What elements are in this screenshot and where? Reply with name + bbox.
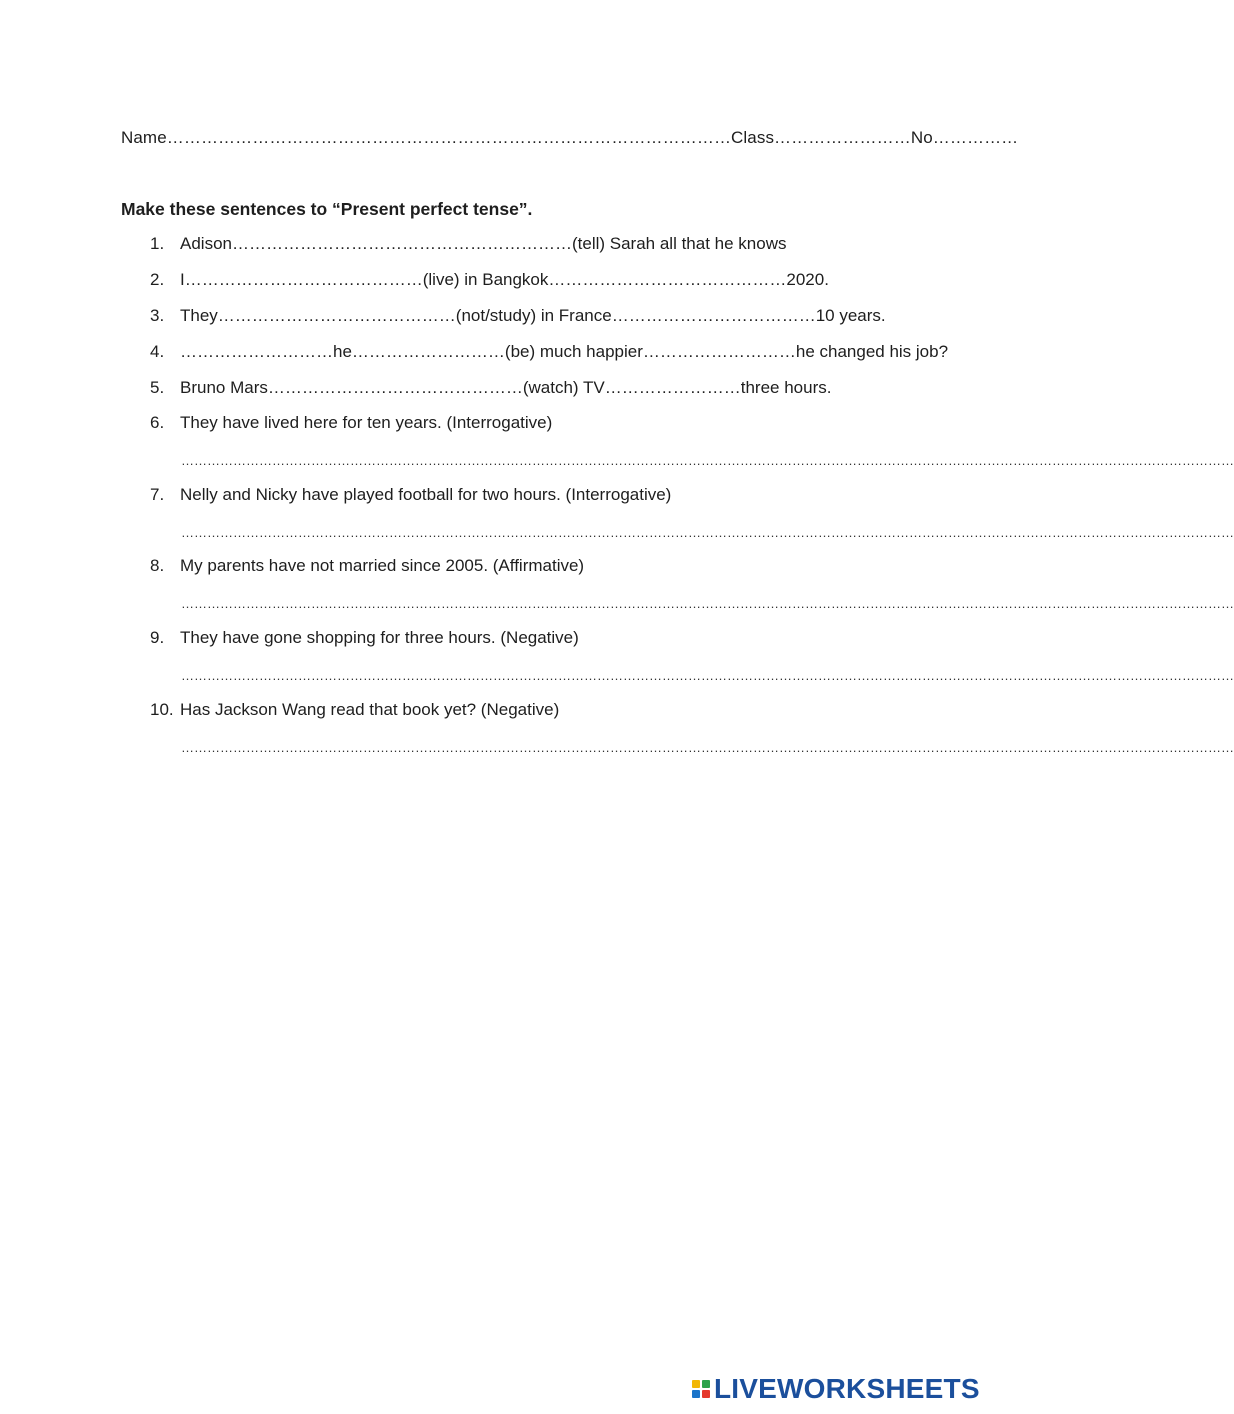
question-text: I……………………………………(live) in Bangkok……………………………………2020. [180,270,829,289]
answer-line-6[interactable]: ……………………………………………………………………………………………………………………………………………………………………………………………………………………… [181,453,1234,468]
logo-square-red [702,1390,710,1398]
name-class-no-line: Name………………………………………………………………………………………Class……………………No…………… [121,128,1019,147]
question-number: 2. [150,270,165,289]
question-text: Adison……………………………………………………(tell) Sarah all that he knows [180,234,787,253]
answer-line-10[interactable]: ……………………………………………………………………………………………………………………………………………………………………………………………………………………… [181,740,1234,755]
question-1 [150,234,786,254]
question-6 [150,413,552,433]
question-text: They……………………………………(not/study) in France………………………………10 years. [180,306,886,325]
question-number: 10. [150,700,174,719]
question-7 [150,485,671,505]
question-9 [150,628,579,648]
question-number: 5. [150,378,165,397]
logo-square-green [702,1380,710,1388]
liveworksheets-logo-icon [692,1380,710,1398]
question-3 [150,306,886,326]
question-2 [150,270,829,290]
instruction-heading: Make these sentences to “Present perfect tense”. [121,199,533,219]
question-number: 4. [150,342,165,361]
question-text: Bruno Mars………………………………………(watch) TV……………………three hours. [180,378,832,397]
question-number: 1. [150,234,165,253]
question-number: 8. [150,556,165,575]
logo-text: LIVEWORKSHEETS [714,1373,980,1404]
answer-line-7[interactable]: ……………………………………………………………………………………………………………………………………………………………………………………………………………………… [181,525,1234,540]
logo-square-yellow [692,1380,700,1388]
question-number: 6. [150,413,165,432]
question-number: 7. [150,485,165,504]
question-text: Nelly and Nicky have played football for two hours. (Interrogative) [180,485,672,504]
answer-line-9[interactable]: ……………………………………………………………………………………………………………………………………………………………………………………………………………………… [181,668,1234,683]
question-text: ………………………he………………………(be) much happier………………………he changed his job? [180,342,949,361]
question-10 [150,700,559,720]
logo-square-blue [692,1390,700,1398]
liveworksheets-logo [692,1374,980,1404]
answer-line-8[interactable]: ……………………………………………………………………………………………………………………………………………………………………………………………………………………… [181,596,1234,611]
question-5 [150,378,831,398]
question-text: They have lived here for ten years. (Interrogative) [180,413,553,432]
question-number: 3. [150,306,165,325]
question-text: Has Jackson Wang read that book yet? (Negative) [180,700,560,719]
question-text: They have gone shopping for three hours. (Negative) [180,628,579,647]
question-4 [150,342,948,362]
question-8 [150,556,584,576]
question-text: My parents have not married since 2005. (Affirmative) [180,556,585,575]
question-number: 9. [150,628,165,647]
